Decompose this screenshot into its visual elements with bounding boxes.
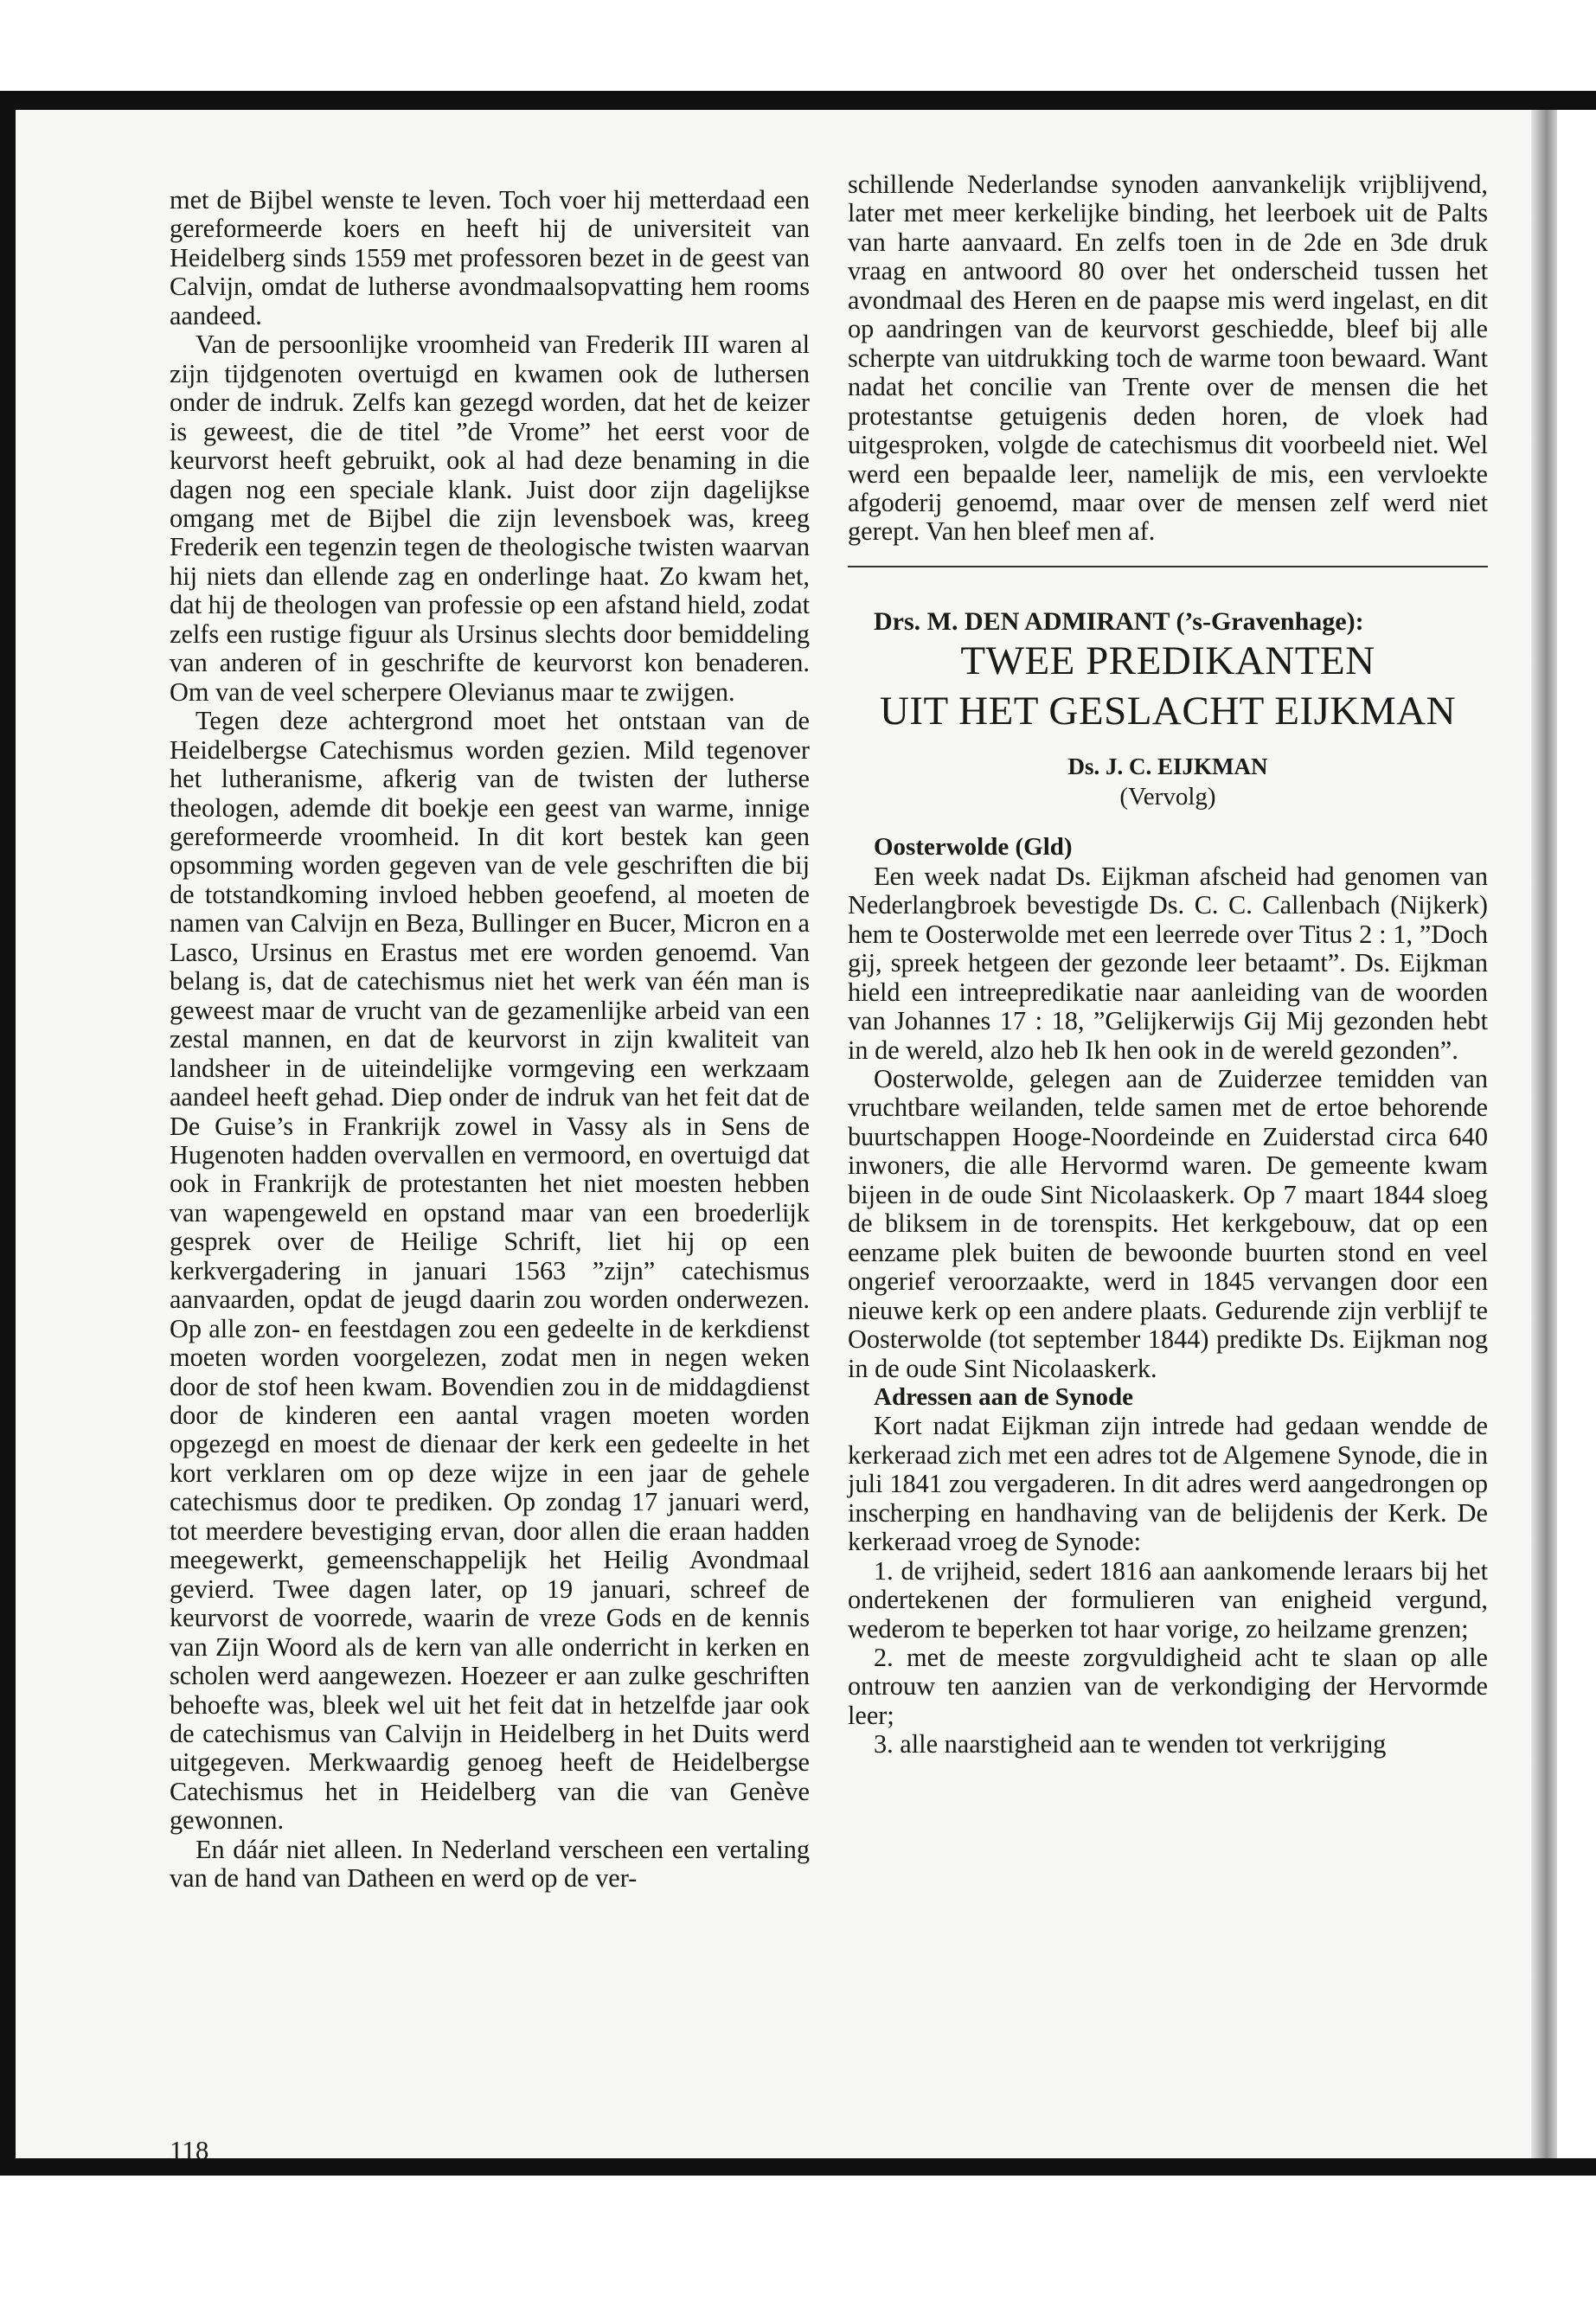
scan-binding-edge [1531,110,1557,2158]
scan-top-edge [0,91,1596,110]
article-title-line: UIT HET GESLACHT EIJKMAN [879,689,1457,734]
scan-left-edge [0,91,16,2176]
continued-label: (Vervolg) [1119,783,1216,811]
left-column [170,186,810,1894]
article-subject: Ds. J. C. EIJKMAN [1067,753,1268,780]
list-item: 2. met de meeste zorgvuldigheid acht te slaan op alle ontrouw ten aanzien van de verkondiging der Hervormde leer; [848,1643,1488,1730]
paragraph: En dáár niet alleen. In Nederland verscheen een vertaling van de hand van Datheen en werd op de ver- [170,1834,810,1894]
article-title [848,636,1488,736]
paragraph: Kort nadat Eijkman zijn intrede had gedaan wendde de kerkeraad zich met een adres tot de Algemene Synode, die in juli 1841 zou vergaderen. In dit adres werd aangedrongen op inscherping en handhaving van de belijdenis der Kerk. De kerkeraad vroeg de Synode: [848,1411,1488,1557]
scan-bottom-edge [0,2158,1596,2176]
article-title-line: TWEE PREDIKANTEN [960,638,1375,684]
paragraph: met de Bijbel wenste te leven. Toch voer hij metterdaad een gereformeerde koers en heeft hij de universiteit van Heidelberg sinds 1559 met professoren bezet in de geest van Calvijn, omdat de lutherse avondmaalsopvatting hem rooms aandeed. [170,185,810,330]
article-author: Drs. M. DEN ADMIRANT (’s-Gravenhage): [874,606,1364,636]
list-item: 1. de vrijheid, sedert 1816 aan aankomende leraars bij het ondertekenen der formulieren van enigheid vergund, wederom te beperken tot haar vorige, zo heilzame grenzen; [848,1555,1488,1644]
list-item: 3. alle naarstigheid aan te wenden tot verkrijging [874,1729,1387,1759]
paragraph: Van de persoonlijke vroomheid van Frederik III waren al zijn tijdgenoten overtuigd en kwamen ook de luthersen onder de indruk. Zelfs kan gezegd worden, dat het de keizer is geweest, die de titel ”de Vrome” het eerst voor de keurvorst heeft gebruikt, ook al had deze benaming in die dagen nog een speciale klank. Juist door zijn dagelijkse omgang met de Bijbel die zijn levensboek was, kreeg Frederik een tegenzin tegen de theologische twisten waarvan hij niets dan ellende zag en onderlinge haat. Zo kwam het, dat hij de theologen van professie op een afstand hield, zodat zelfs een rustige figuur als Ursinus slechts door bemiddeling van anderen of in geschrifte de keurvorst kon benaderen. Om van de veel scherpere Olevianus maar te zwijgen. [170,330,810,707]
page-number: 118 [170,2135,209,2165]
paragraph: Oosterwolde, gelegen aan de Zuiderzee temidden van vruchtbare weilanden, telde samen met de ertoe behorende buurtschappen Hooge-Noordeinde en Zuiderstad circa 640 inwoners, die alle Hervormd waren. De gemeente kwam bijeen in de oude Sint Nicolaaskerk. Op 7 maart 1844 sloeg de bliksem in de torenspits. Het kerkgebouw, dat op een eenzame plek buiten de bewoonde buurten stond en veel ongerief veroorzaakte, werd in 1845 vervangen door een nieuwe kerk op een andere plaats. Gedurende zijn verblijf te Oosterwolde (tot september 1844) predikte Ds. Eijkman nog in de oude Sint Nicolaaskerk. [848,1063,1488,1383]
paragraph: schillende Nederlandse synoden aanvankelijk vrijblijvend, later met meer kerkelijke binding, het leerboek uit de Palts van harte aanvaard. En zelfs toen in de 2de en 3de druk vraag en antwoord 80 over het onderscheid tussen het avondmaal des Heren en de paapse mis werd ingelast, en dit op aandringen van de keurvorst geschiedde, bleef bij alle scherpte van uitdrukking toch de warme toon bewaard. Want nadat het concilie van Trente over de mensen die het protestantse getuigenis deden horen, de vloek had uitgesproken, volgde de catechismus dit voorbeeld niet. Wel werd een bepaalde leer, namelijk de mis, een vervloekte afgoderij genoemd, maar over de mensen zelf werd niet gerept. Van hen bleef men af. [848,170,1488,547]
section-heading: Oosterwolde (Gld) [874,833,1073,862]
paragraph: Een week nadat Ds. Eijkman afscheid had genomen van Nederlangbroek bevestigde Ds. C. C. Callenbach (Nijkerk) hem te Oosterwolde met een leerrede over Titus 2 : 1, ”Doch gij, spreek hetgeen der gezonde leer betaamt”. Ds. Eijkman hield een intreepredikatie naar aanleiding van de woorden van Johannes 17 : 18, ”Gelijkerwijs Gij Mij gezonden hebt in de wereld, alzo heb Ik hen ook in de wereld gezonden”. [848,861,1488,1065]
right-column [848,170,1488,1759]
paragraph: Tegen deze achtergrond moet het ontstaan van de Heidelbergse Catechismus worden gezien. Mild tegenover het lutheranisme, afkerig van de twisten der lutherse theologen, ademde dit boekje een geest van warme, innige gereformeerde vroomheid. In dit kort bestek kan geen opsomming worden gegeven van de vele geschriften die bij de totstandkoming invloed hebben geoefend, al moeten de namen van Calvijn en Beza, Bullinger en Bucer, Micron en a Lasco, Ursinus en Erastus met ere worden genoemd. Van belang is, dat de catechismus niet het werk van één man is geweest maar de vrucht van de gezamenlijke arbeid van een zestal mannen, en dat de keurvorst in zijn kwaliteit van landsheer in de uiteindelijke vormgeving een werkzaam aandeel heeft gehad. Diep onder de indruk van het feit dat de De Guise’s in Frankrijk zowel in Vassy als in Sens de Hugenoten hadden overvallen en vermoord, en overtuigd dat ook in Frankrijk de protestanten het niet moesten hebben van wapengeweld en opstand maar van een broederlijk gesprek over de Heilige Schrift, liet hij op een kerkvergadering in januari 1563 ”zijn” catechismus aanvaarden, opdat de jeugd daarin zou worden onderwezen. Op alle zon- en feestdagen zou een gedeelte in de kerkdienst moeten worden voorgelezen, zodat men in negen weken door de stof heen kwam. Bovendien zou in de middagdienst door de kinderen een aantal vragen moeten worden opgezegd en moest de dienaar der kerk een gedeelte in het kort verklaren om op deze wijze in een jaar de gehele catechismus door te prediken. Op zondag 17 januari werd, tot meerdere bevestiging ervan, door allen die eraan hadden meegewerkt, gemeenschappelijk het Heilig Avondmaal gevierd. Twee dagen later, op 19 januari, schreef de keurvorst de voorrede, waarin de vreze Gods en de kennis van Zijn Woord als de kern van alle onderricht in kerken en scholen werd aangewezen. Hoezeer er aan zulke geschriften behoefte was, bleek wel uit het feit dat in hetzelfde jaar ook de catechismus van Calvijn in Heidelberg in het Duits werd uitgegeven. Merkwaardig genoeg heeft de Heidelbergse Catechismus het in Heidelberg van die van Genève gewonnen. [170,706,810,1836]
section-heading: Adressen aan de Synode [874,1382,1133,1411]
section-divider [848,566,1488,567]
